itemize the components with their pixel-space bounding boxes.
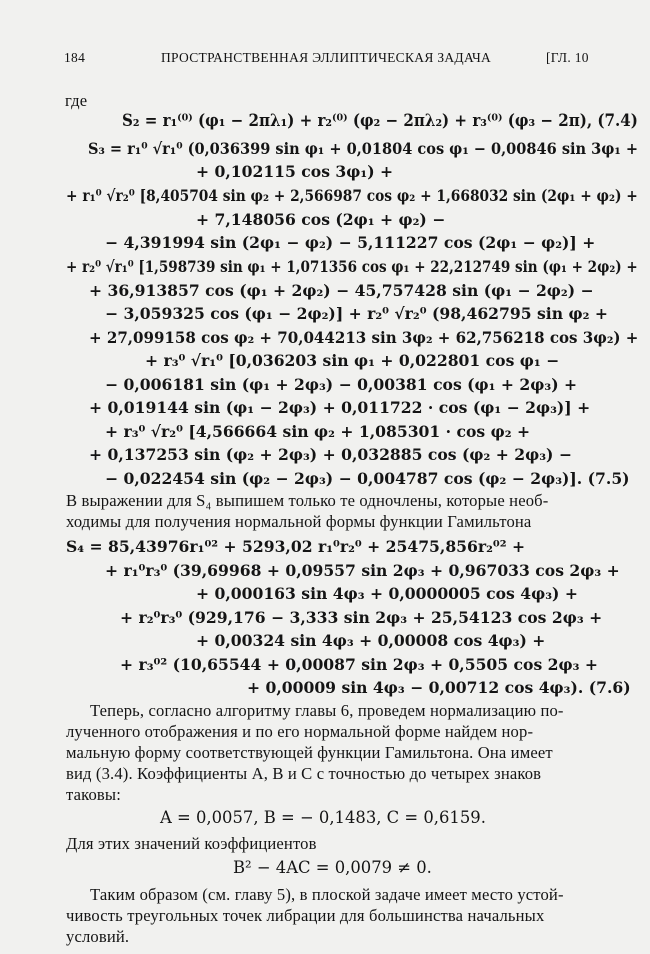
- eq75-line: + 0,019144 sin (φ₁ − 2φ₃) + 0,011722 · cos (φ₁ − 2φ₃)] +: [89, 398, 591, 417]
- eq76-line: + 0,00009 sin 4φ₃ − 0,00712 cos 4φ₃). (7.6): [247, 678, 631, 697]
- paragraph-line: лученного отображения и по его нормальной форме найдем нор-: [66, 722, 534, 741]
- paragraph-line: вид (3.4). Коэффициенты A, B и C с точностью до четырех знаков: [66, 764, 542, 783]
- paragraph-line: таковы:: [66, 785, 121, 804]
- eq75-line: + r₂⁰ √r₁⁰ [1,598739 sin φ₁ + 1,071356 cos φ₁ + 22,212749 sin (φ₁ + 2φ₂) +: [66, 257, 638, 276]
- eq75-line: + 36,913857 cos (φ₁ + 2φ₂) − 45,757428 sin (φ₁ − 2φ₂) −: [89, 281, 594, 300]
- eq75-line: − 0,022454 sin (φ₂ − 2φ₃) − 0,004787 cos (φ₂ − 2φ₃)]. (7.5): [105, 469, 630, 488]
- coefficients-formula: A = 0,0057, B = − 0,1483, C = 0,6159.: [160, 808, 486, 827]
- eq75-line: − 4,391994 sin (2φ₁ − φ₂) − 5,111227 cos (2φ₁ − φ₂)] +: [105, 233, 596, 252]
- paragraph-coefficients-intro: Для этих значений коэффициентов: [66, 834, 317, 853]
- eq75-line: − 3,059325 cos (φ₁ − 2φ₂)] + r₂⁰ √r₂⁰ (98,462795 sin φ₂ +: [105, 304, 608, 323]
- eq75-line: + 0,137253 sin (φ₂ + 2φ₃) + 0,032885 cos (φ₂ + 2φ₃) −: [89, 445, 572, 464]
- eq75-line: + r₃⁰ √r₂⁰ [4,566664 sin φ₂ + 1,085301 · cos φ₂ +: [105, 422, 531, 441]
- eq76-line: + 0,00324 sin 4φ₃ + 0,00008 cos 4φ₃) +: [196, 631, 546, 650]
- eq75-line: + r₃⁰ √r₁⁰ [0,036203 sin φ₁ + 0,022801 cos φ₁ −: [145, 351, 560, 370]
- running-title: ПРОСТРАНСТВЕННАЯ ЭЛЛИПТИЧЕСКАЯ ЗАДАЧА: [161, 50, 492, 65]
- paragraph-line: В выражении для S₄ выпишем только те одночлены, которые необ-: [66, 491, 549, 510]
- eq75-line: + 0,102115 cos 3φ₁) +: [196, 162, 394, 181]
- paragraph-line: ходимы для получения нормальной формы функции Гамильтона: [66, 512, 532, 531]
- eq76-line: + r₁⁰r₃⁰ (39,69968 + 0,09557 sin 2φ₃ + 0,967033 cos 2φ₃ +: [105, 561, 620, 580]
- chapter-label: [ГЛ. 10: [546, 50, 589, 65]
- paragraph-line: чивость треугольных точек либрации для большинства начальных: [66, 906, 545, 925]
- eq76-line: + 0,000163 sin 4φ₃ + 0,0000005 cos 4φ₃) +: [196, 584, 578, 603]
- word-where: где: [65, 91, 88, 110]
- eq75-line: + 7,148056 cos (2φ₁ + φ₂) −: [196, 210, 446, 229]
- eq76-line: S₄ = 85,43976r₁⁰² + 5293,02 r₁⁰r₂⁰ + 25475,856r₂⁰² +: [66, 537, 526, 556]
- eq75-line: + r₁⁰ √r₂⁰ [8,405704 sin φ₂ + 2,566987 cos φ₂ + 1,668032 sin (2φ₁ + φ₂) +: [66, 186, 638, 205]
- paragraph-line: Таким образом (см. главу 5), в плоской задаче имеет место устой-: [90, 885, 564, 904]
- eq76-line: + r₂⁰r₃⁰ (929,176 − 3,333 sin 2φ₃ + 25,54123 cos 2φ₃ +: [120, 608, 603, 627]
- paragraph-line: мальную форму соответствующей функции Гамильтона. Она имеет: [66, 743, 553, 762]
- eq76-line: + r₃⁰² (10,65544 + 0,00087 sin 2φ₃ + 0,5505 cos 2φ₃ +: [120, 655, 598, 674]
- eq75-line: − 0,006181 sin (φ₁ + 2φ₃) − 0,00381 cos (φ₁ + 2φ₃) +: [105, 375, 578, 394]
- discriminant-formula: B² − 4AC = 0,0079 ≠ 0.: [233, 858, 432, 877]
- paragraph-line: Теперь, согласно алгоритму главы 6, проведем нормализацию по-: [90, 701, 564, 720]
- equation-7-4: S₂ = r₁⁽⁰⁾ (φ₁ − 2πλ₁) + r₂⁽⁰⁾ (φ₂ − 2πλ₂) + r₃⁽⁰⁾ (φ₃ − 2π), (7.4): [122, 111, 638, 130]
- page-number: 184: [64, 50, 86, 65]
- eq75-line: + 27,099158 cos φ₂ + 70,044213 sin 3φ₂ + 62,756218 cos 3φ₂) +: [89, 328, 639, 347]
- eq75-line: S₃ = r₁⁰ √r₁⁰ (0,036399 sin φ₁ + 0,01804 cos φ₁ − 0,00846 sin 3φ₁ +: [88, 139, 639, 158]
- paragraph-line: условий.: [66, 927, 130, 946]
